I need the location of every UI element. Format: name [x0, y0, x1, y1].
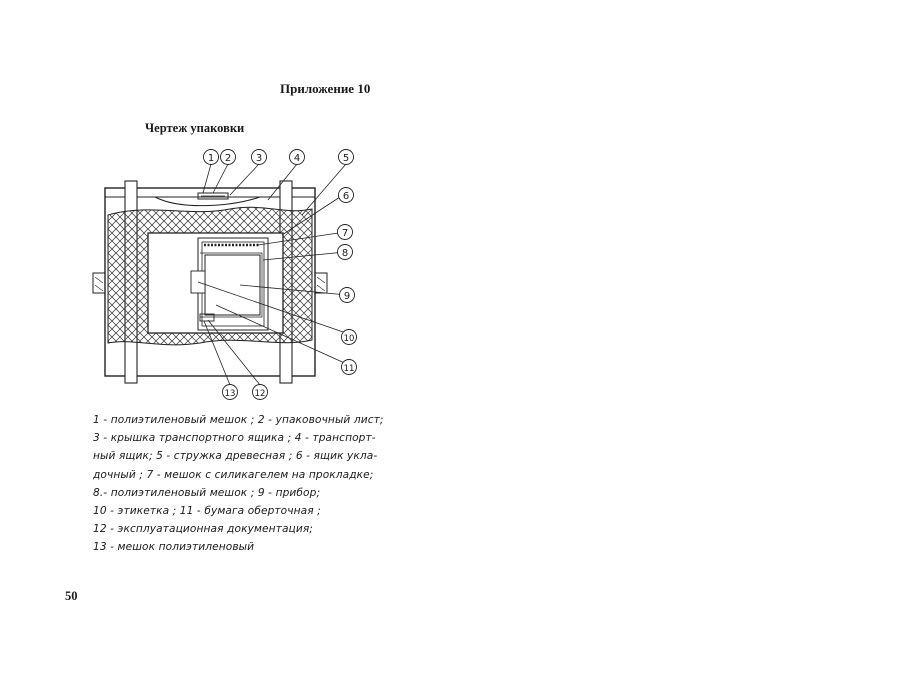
legend-line: 10 - этикетка ; 11 - бумага оберточная ; — [93, 505, 321, 518]
drawing-title: Чертеж упаковки — [145, 121, 245, 135]
legend-line: 3 - крышка транспортного ящика ; 4 - транспорт- — [93, 432, 376, 445]
callout-13: 13 — [224, 389, 236, 399]
legend-line: 12 - эксплуатационная документация; — [93, 523, 313, 536]
legend-line: 8.- полиэтиленовый мешок ; 9 - прибор; — [93, 486, 321, 499]
callout-9: 9 — [343, 291, 351, 302]
legend-line: дочный ; 7 - мешок с силикагелем на прокладке; — [93, 468, 374, 481]
callout-6: 6 — [342, 191, 350, 202]
appendix-heading: Приложение 10 — [280, 81, 371, 96]
legend-line: 1 - полиэтиленовый мешок ; 2 - упаковочный лист; — [93, 414, 384, 426]
packing-box — [148, 233, 283, 333]
callout-1: 1 — [207, 153, 215, 164]
callout-5: 5 — [342, 153, 350, 164]
callout-3: 3 — [255, 153, 263, 164]
legend-line: ный ящик; 5 - стружка древесная ; 6 - ящик укла- — [93, 450, 378, 463]
callout-11: 11 — [343, 364, 355, 374]
callout-2: 2 — [224, 153, 232, 164]
legend-line: 13 - мешок полиэтиленовый — [93, 541, 255, 554]
callout-4: 4 — [293, 153, 301, 164]
drawing-legend — [93, 411, 393, 557]
packaging-drawing — [80, 145, 380, 405]
callout-8: 8 — [341, 248, 349, 259]
page-number: 50 — [65, 589, 78, 603]
callout-7: 7 — [341, 228, 349, 239]
callout-10: 10 — [343, 334, 355, 344]
callout-12: 12 — [254, 389, 266, 399]
